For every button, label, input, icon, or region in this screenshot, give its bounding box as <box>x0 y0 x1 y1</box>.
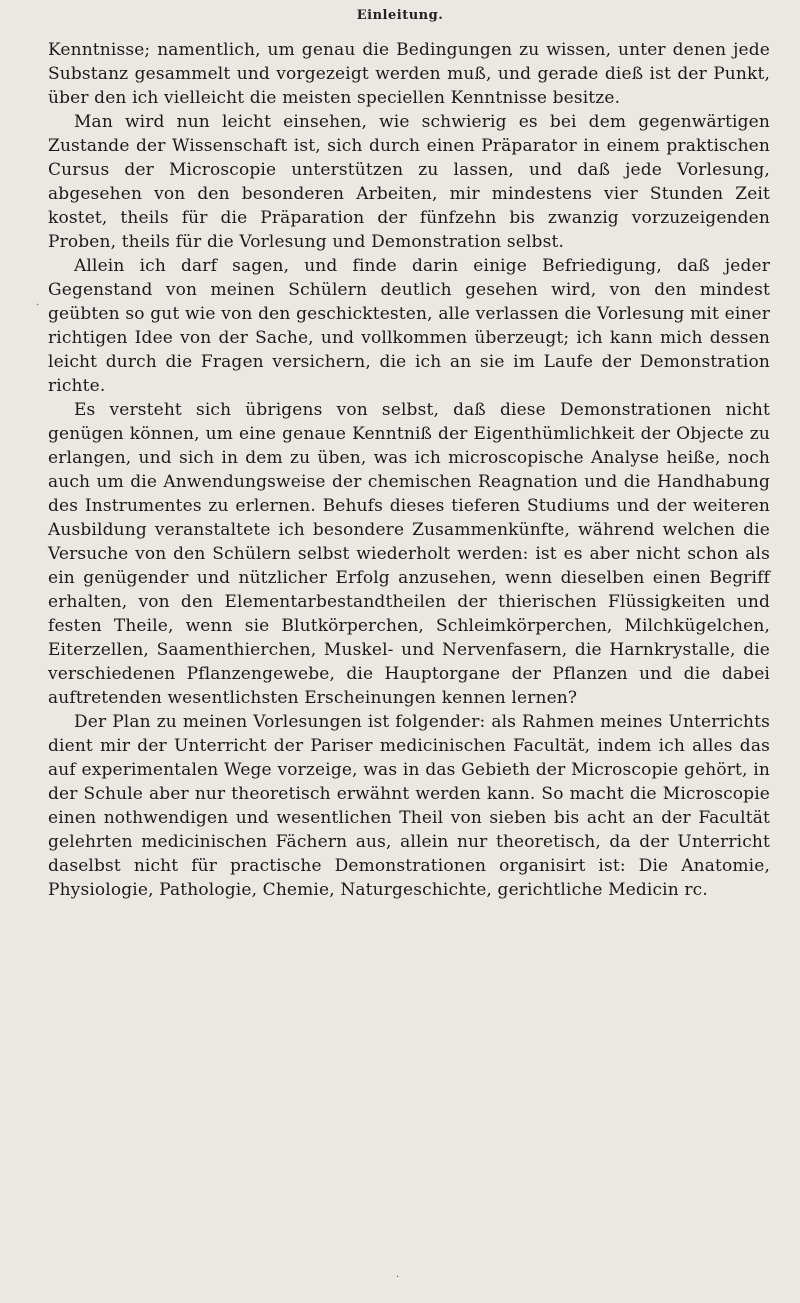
margin-dot: · <box>36 300 40 311</box>
paragraph-4: Es versteht sich übrigens von selbst, daß diese Demonstrationen nicht genügen können, um eine genaue Kenntniß der Eigenthümlichkeit der Objecte zu erlangen, und sich in dem zu üben, was ich microscopische Analyse heiße, noch auch um die Anwendungsweise der chemischen Reagnation und die Handhabung des Instrumentes zu erlernen. Behufs dieses tieferen Studiums und der weiteren Ausbildung veranstaltete ich besondere Zusammenkünfte, während welchen die Versuche von den Schülern selbst wiederholt werden: ist es aber nicht schon als ein genügender und nützlicher Erfolg anzusehen, wenn dieselben einen Begriff erhalten, von den Elementarbestandtheilen der thierischen Flüssigkeiten und festen Theile, wenn sie Blutkörperchen, Schleimkörperchen, Milchkügelchen, Eiterzellen, Saamenthierchen, Muskel- und Nervenfasern, die Harnkrystalle, die verschiedenen Pflanzengewebe, die Hauptorgane der Pflanzen und die dabei auftretenden wesentlichsten Erscheinungen kennen lernen? <box>48 400 770 708</box>
paragraph-3: Allein ich darf sagen, und finde darin einige Befriedigung, daß jeder Gegenstand von meinen Schülern deutlich gesehen wird, von den mindest geübten so gut wie von den geschicktesten, alle verlassen die Vorlesung mit einer richtigen Idee von der Sache, und vollkommen überzeugt; ich kann mich dessen leicht durch die Fragen versichern, die ich an sie im Laufe der Demonstration richte. <box>48 256 770 396</box>
bottom-dot: · <box>396 1272 400 1283</box>
running-header: Einleitung. <box>356 8 444 23</box>
paragraph-5: Der Plan zu meinen Vorlesungen ist folgender: als Rahmen meines Unterrichts dient mir der Unterricht der Pariser medicinischen Facultät, indem ich alles das auf experimentalen Wege vorzeige, was in das Gebieth der Microscopie gehört, in der Schule aber nur theoretisch erwähnt werden kann. So macht die Microscopie einen nothwendigen und wesentlichen Theil von sieben bis acht an der Facultät gelehrten medicinischen Fächern aus, allein nur theoretisch, da der Unterricht daselbst nicht für practische Demonstrationen organisirt ist: Die Anatomie, Physiologie, Pathologie, Chemie, Naturgeschichte, gerichtliche Medicin rc. <box>48 712 770 900</box>
page-body <box>48 38 770 902</box>
paragraph-2: Man wird nun leicht einsehen, wie schwierig es bei dem gegenwärtigen Zustande der Wissenschaft ist, sich durch einen Präparator in einem praktischen Cursus der Microscopie unterstützen zu lassen, und daß jede Vorlesung, abgesehen von den besonderen Arbeiten, mir mindestens vier Stunden Zeit kostet, theils für die Präparation der fünfzehn bis zwanzig vorzuzeigenden Proben, theils für die Vorlesung und Demonstration selbst. <box>48 112 770 252</box>
paragraph-1: Kenntnisse; namentlich, um genau die Bedingungen zu wissen, unter denen jede Substanz gesammelt und vorgezeigt werden muß, und gerade dieß ist der Punkt, über den ich vielleicht die meisten speciellen Kenntnisse besitze. <box>48 40 770 108</box>
